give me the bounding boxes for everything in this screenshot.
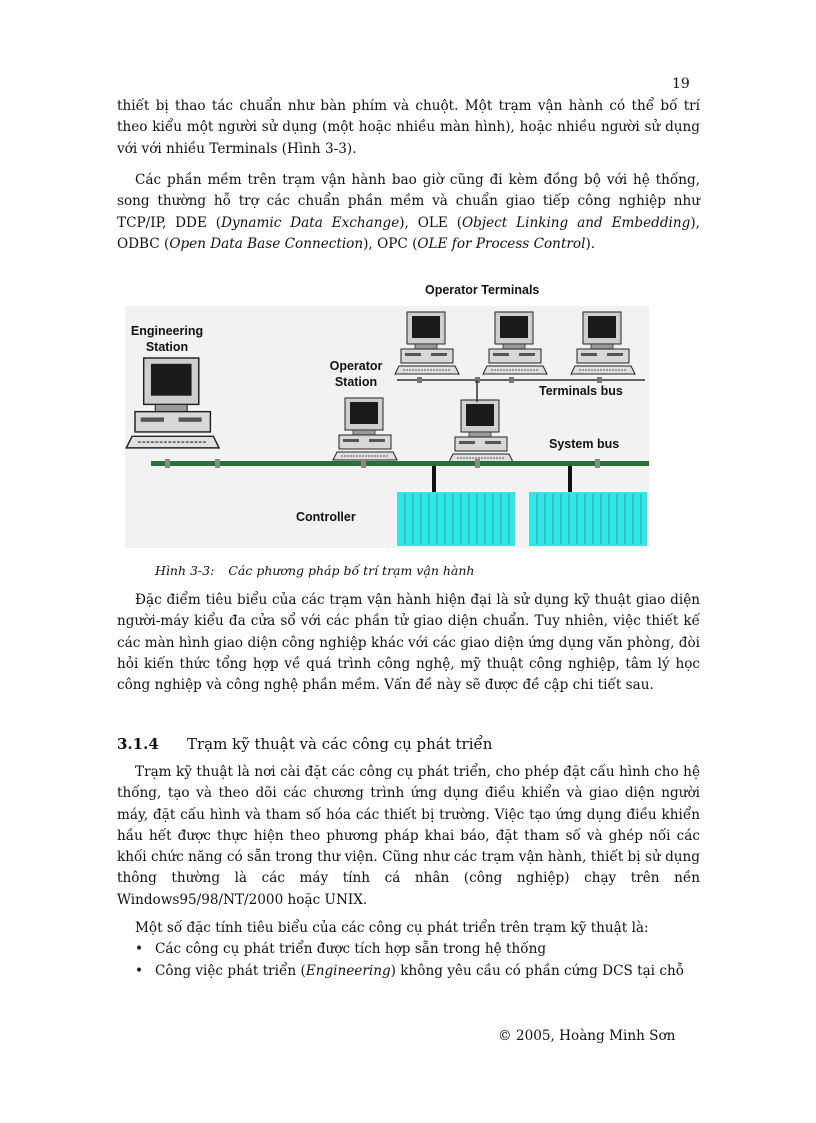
footer-copyright: © 2005, Hoàng Minh Sơn xyxy=(498,1028,676,1044)
paragraph-software xyxy=(117,170,700,255)
p2-text-a: Các phần mềm trên trạm vận hành bao giờ cũng đi kèm đồng bộ với hệ thống, song thường hỗ trợ các chuẩn phần mềm và chuẩn giao tiếp công nghiệp như TCP/IP, DDE ( xyxy=(117,172,700,231)
section-number: 3.1.4 xyxy=(117,735,159,753)
bullet-text xyxy=(155,961,700,982)
bullet-text: Các công cụ phát triển được tích hợp sẵn trong hệ thống xyxy=(155,941,547,957)
p2-text-b: ), OLE ( xyxy=(399,214,463,231)
label-system-bus: System bus xyxy=(549,437,620,451)
label-controller: Controller xyxy=(296,510,356,524)
paragraph-tools-intro: Một số đặc tính tiêu biểu của các công cụ phát triển trên trạm kỹ thuật là: xyxy=(135,920,649,936)
controller-rack-1 xyxy=(397,492,515,546)
term-odbc: Open Data Base Connection xyxy=(169,235,364,252)
section-heading xyxy=(117,735,492,753)
p2-text-e: ). xyxy=(585,235,596,252)
term-opc: OLE for Process Control xyxy=(417,235,586,252)
bullet-icon: • xyxy=(135,941,144,957)
section-title: Trạm kỹ thuật và các công cụ phát triển xyxy=(187,735,493,753)
caption-label: Hình 3-3: xyxy=(155,563,215,578)
paragraph-engineering-station: Trạm kỹ thuật là nơi cài đặt các công cụ phát triển, cho phép đặt cấu hình cho hệ thống, tạo và theo dõi các chương trình ứng dụng điều khiển và giao diện người máy, đặt cấu hình và tham số hóa các thiết bị trường. Việc tạo ứng dụng điều khiển hầu hết được thực hiện theo phương pháp khai báo, đặt tham số và ghép nối các khối chức năng có sẵn trong thư viện. Cũng như các trạm vận hành, thiết bị sử dụng thông thường là các máy tính cá nhân (công nghiệp) chạy trên nền Windows95/98/NT/2000 hoặc UNIX. xyxy=(117,764,700,908)
label-engineering-station: Engineering Station xyxy=(130,324,204,354)
figure-operator-station-layout xyxy=(125,280,649,548)
paragraph-intro: thiết bị thao tác chuẩn như bàn phím và chuột. Một trạm vận hành có thể bố trí theo kiểu một người sử dụng (một hoặc nhiều màn hình), hoặc nhiều người sử dụng với với nhiều Terminals (Hình 3-3). xyxy=(117,98,700,157)
system-bus-line xyxy=(151,461,649,466)
bullet-item-2 xyxy=(135,961,700,982)
b2-text-a: Công việc phát triển ( xyxy=(155,963,306,979)
figure-caption xyxy=(155,563,474,578)
network-diagram xyxy=(125,280,649,548)
label-terminals-bus: Terminals bus xyxy=(539,384,623,398)
caption-text: Các phương pháp bố trí trạm vận hành xyxy=(228,563,475,578)
b2-text-b: ) không yêu cầu có phần cứng DCS tại chỗ xyxy=(390,963,685,979)
controller-rack-2 xyxy=(529,492,647,546)
page-number: 19 xyxy=(672,76,690,92)
bullet-item-1 xyxy=(135,939,700,960)
term-ole: Object Linking and Embedding xyxy=(462,214,691,231)
p2-text-c: ), ODBC ( xyxy=(117,214,700,252)
label-operator-station: Operator Station xyxy=(329,359,383,389)
label-operator-terminals: Operator Terminals xyxy=(425,283,540,297)
term-dde: Dynamic Data Exchange xyxy=(221,214,400,231)
bullet-icon: • xyxy=(135,963,144,979)
p2-text-d: ), OPC ( xyxy=(363,235,418,252)
paragraph-hmi: Đặc điểm tiêu biểu của các trạm vận hành hiện đại là sử dụng kỹ thuật giao diện người-máy kiểu đa cửa sổ với các phần tử giao diện chuẩn. Tuy nhiên, việc thiết kế các màn hình giao diện công nghiệp khác với các giao diện ứng dụng văn phòng, đòi hỏi kiến thức tổng hợp về quá trình công nghệ, mỹ thuật công nghiệp, tâm lý học công nghiệp và công nghệ phần mềm. Vấn đề này sẽ được đề cập chi tiết sau. xyxy=(117,592,700,694)
term-engineering: Engineering xyxy=(305,963,391,979)
